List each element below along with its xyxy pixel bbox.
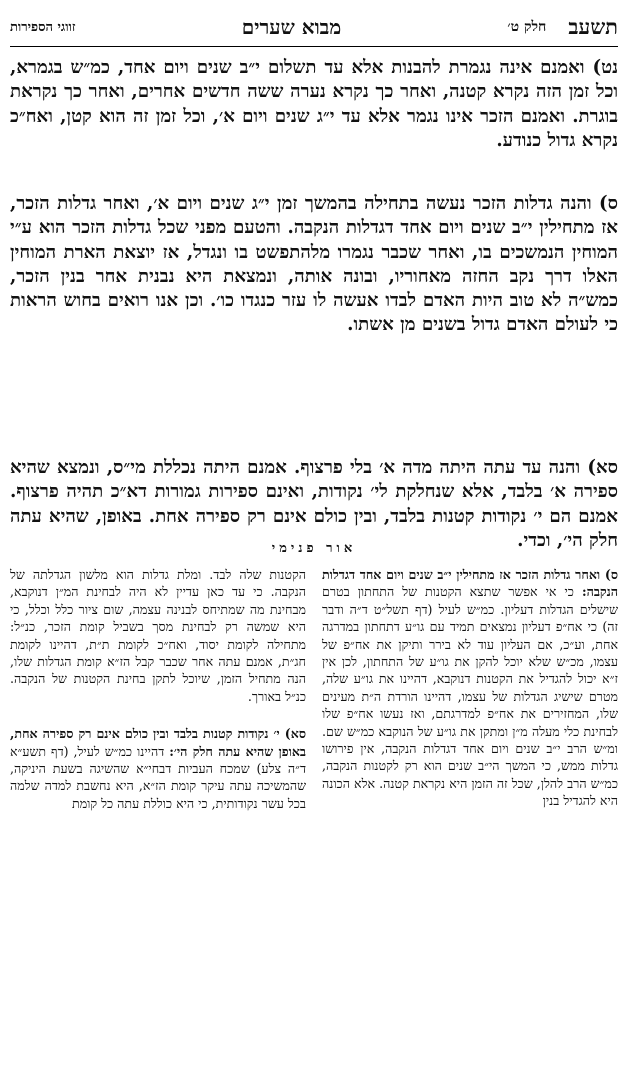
commentary-text: הקטנות שלה לבד. ומלת גדלות הוא מלשון הגדלתה של הנקבה. כי עד כאן עדיין לא היה לבחינת המ״ן דנוקבא, מבחינת מה שמתיחס לבנינה עצמה, שום ציור כלל וכלל, כי היא שמשה רק לבחינת מסך בשביל קומת הזכר, כנ״ל: מתחילה לקומת יסוד, ואח״כ לקומת ת״ת, דהיינו לקומת חג״ת, אמנם עתה אחר שכבר קבל הז״א קומת הגדלות שלו, הנה מתחיל הזמן, שיוכל לתקן בחינת הקטנות של הנקבה. כנ״ל באורך.: [10, 567, 306, 704]
commentary-right-column: [322, 566, 618, 1066]
section-title: זווגי הספירות: [10, 20, 76, 35]
main-paragraph: [10, 192, 618, 456]
part-label: חלק ט׳: [507, 18, 547, 35]
paragraph-text: ואמנם אינה נגמרת להבנות אלא עד תשלום י״ב שנים ויום אחד, כמ״ש בגמרא, וכל זמן הזה נקרא קטנה, ואחר כך נקרא נערה ששה חדשים אחרים, ואחר כך נקראת בוגרת. ואמנם הזכר אינו נגמר אלא עד י״ג שנים ויום א׳, וכל זמן זה הוא קטן, ואח״כ נקרא גדול כנודע.: [10, 57, 618, 151]
commentary-lead: ס) ואחר גדלות הזכר אז מתחילין י״ב שנים ויום אחד דגדלות הנקבה:: [322, 567, 618, 600]
page-header: [10, 8, 618, 47]
commentary-text: דהיינו כמ״ש לעיל, (דף תשע״א ד״ה צלע) שמכח העביות דבחי״א שהשיגה בשעת היניקה, שהמשיכה עתה עיקר קומת הז״א, היא נחשבת למדה שלמה בכל עשר נקודותית, כי היא כוללת עתה כל קומת: [10, 743, 306, 811]
commentary-text: כי אי אפשר שתצא הקטנות של התחתון בטרם שישלים הגדלות דעליון. כמ״ש לעיל (דף תשל״ט ד״ה ודבר זה) כי אח״פ דעליון נמצאים תמיד עם גו״ע דתחתון במדרגה אחת, וע״כ, אם העליון עוד לא בירר ותיקן את אח״פ של עצמו, מכ״ש שלא יוכל להקן את גו״ע של התחתון, לכן אין ז״א יכול להגדיל את הקטנות דנוקבא, דהיינו את גו״ע שלה, מטרם שישיג הגדלות של עצמו, דהיינו הורדת ה״ת מעינים שלו, המחזירים את אח״פ למדרגתם, ואז נעשו אח״פ שלו לבחינת כלי מעלה מ״ן ומתקן את גו״ע של הנוקבא כמ״ש שם. ומ״ש הרב י״ב שנים ויום אחד דגדלות הנקבה, אין פירושו גדלות ממש, כי המשך הי״ב שנים הוא רק לקטנות הנקבה, כמ״ש הרב להלן, שכל זה הזמן היא נקראת קטנה. אלא הכונה היא להגדיל בנין: [322, 584, 618, 809]
main-paragraph: [10, 456, 618, 576]
book-title: מבוא שערים: [241, 14, 342, 39]
paragraph-number: סא): [587, 457, 618, 478]
paragraph-text: והנה עד עתה היתה מדה א׳ בלי פרצוף. אמנם היתה נכללת מי״ס, ונמצא שהיא ספירה א׳ בלבד, אלא שנחלקת לי׳ נקודות, ואינם ספירות גמורות דא״כ תהיה פרצוף. אמנם הם י׳ נקודות קטנות בלבד, ובין כולם אינם רק ספירה אחת. באופן, שהיא עתה חלק הי׳, וכדי.: [10, 457, 618, 551]
main-paragraph: [10, 56, 618, 192]
commentary-left-column: [10, 566, 306, 1066]
main-text: [10, 56, 618, 576]
paragraph-number: ס): [599, 193, 618, 214]
commentary-title: אור פנימי: [271, 541, 357, 556]
commentary-lead: סא) י׳ נקודות קטנות בלבד ובין כולם אינם רק ספירה אחת, באופן שהיא עתה חלק הי׳:: [10, 726, 306, 759]
commentary-paragraph: [10, 725, 306, 812]
commentary-paragraph: [322, 566, 618, 810]
paragraph-number: נט): [592, 57, 618, 78]
commentary-columns: [10, 566, 618, 1066]
header-right: [507, 14, 618, 40]
paragraph-text: והנה גדלות הזכר נעשה בתחילה בהמשך זמן י״ג שנים ויום א׳, ואחר גדלות הזכר, אז מתחילין י״ב שנים ויום אחד דגדלות הנקבה. והטעם מפני שכל גדלות הזכר הוא ע״י המוחין הנמשכים בו, ואחר שכבר נגמרו מלהתפשט בו ונגדל, אז יוצאת הארת המוחין האלו דרך נקב החזה מאחוריו, ובונה אותה, ונמצאת היא נבנית אחר בנין הזכר, כמש״ה לא טוב היות האדם לבדו אעשה לו עזר כנגדו כו׳. וכן אנו רואים בחוש הראות כי לעולם האדם גדול בשנים מן אשתו.: [10, 193, 618, 336]
page-number: תשעב: [568, 14, 618, 39]
commentary-paragraph: [10, 566, 306, 705]
